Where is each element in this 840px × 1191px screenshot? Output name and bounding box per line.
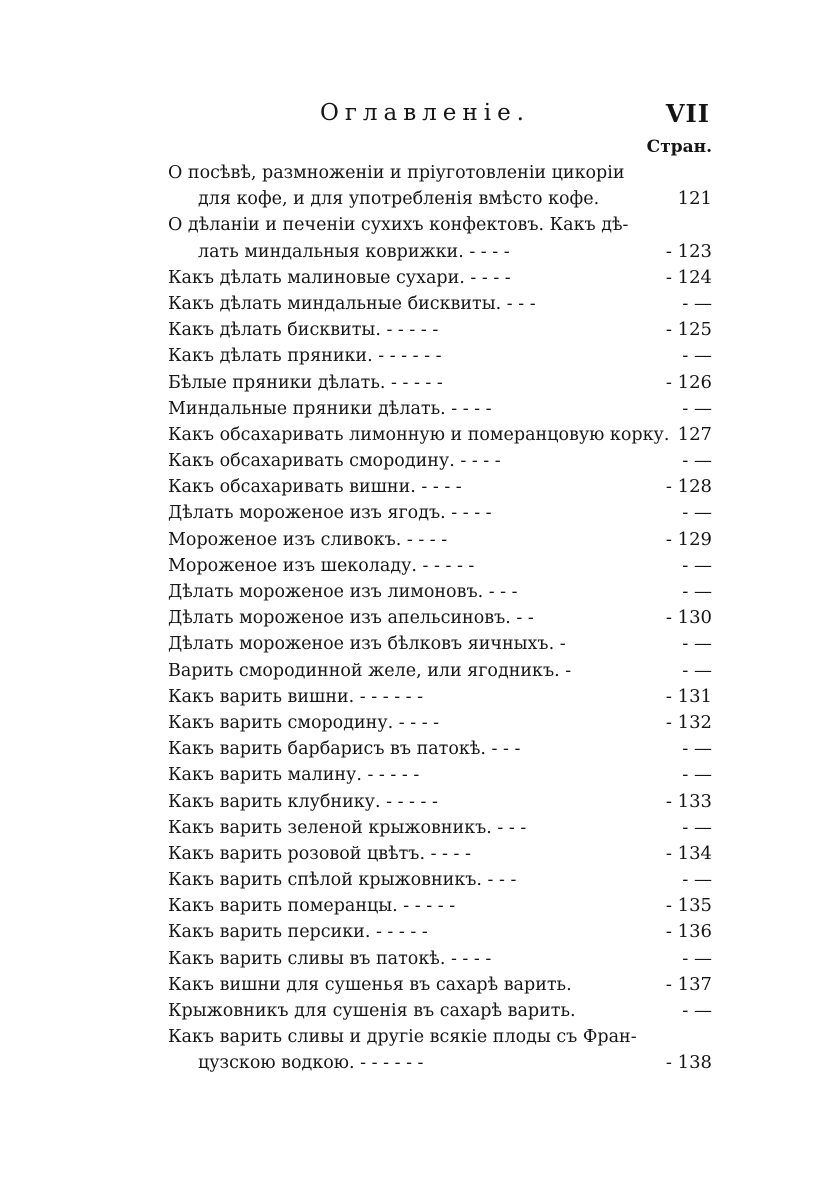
- toc-entry: [168, 317, 712, 343]
- toc-entry: [168, 553, 712, 579]
- toc-entry: [168, 631, 712, 657]
- toc-entry-text: Мороженое изъ шеколаду. - - - - -: [168, 555, 475, 576]
- toc-entry: [168, 579, 712, 605]
- toc-entry-text: Какъ обсахаривать лимонную и померанцовую корку.: [168, 424, 670, 445]
- toc-entry: [168, 972, 712, 998]
- toc-entry-text: цузскою водкою. - - - - - -: [198, 1053, 424, 1074]
- toc-entry: [168, 422, 712, 448]
- toc-page-number: - —: [682, 816, 712, 838]
- toc-page-number: - 129: [665, 528, 712, 550]
- toc-entry-text: Какъ варить персики. - - - - -: [168, 922, 428, 943]
- toc-page-number: 127: [677, 423, 712, 445]
- toc-continuation-line: [168, 239, 712, 265]
- toc-entry: [168, 1024, 712, 1050]
- toc-entry-text: Какъ варить малину. - - - - -: [168, 765, 420, 786]
- toc-entry: [168, 265, 712, 291]
- toc-page-number: - —: [682, 659, 712, 681]
- toc-page-number: - —: [682, 947, 712, 969]
- toc-entry: [168, 684, 712, 710]
- toc-entry-text: Варить смородинной желе, или ягодникъ. -: [168, 660, 572, 681]
- toc-page-number: - 128: [665, 476, 712, 498]
- toc-entry: [168, 160, 712, 186]
- toc-entry: [168, 736, 712, 762]
- toc-page-number: 121: [677, 188, 712, 210]
- toc-entry: [168, 893, 712, 919]
- toc-entry: [168, 605, 712, 631]
- toc-page-number: - —: [682, 292, 712, 314]
- toc-entry-text: Какъ обсахаривать смородину. - - - -: [168, 451, 501, 472]
- toc-page-number: - —: [682, 450, 712, 472]
- toc-page-number: - —: [682, 738, 712, 760]
- toc-entry-text: Дѣлать мороженое изъ апельсиновъ. - -: [168, 608, 534, 629]
- toc-entry: [168, 710, 712, 736]
- toc-entry-text: Какъ варить клубнику. - - - - -: [168, 791, 438, 812]
- toc-entry: [168, 448, 712, 474]
- toc-entry: [168, 527, 712, 553]
- toc-page-number: - 131: [665, 685, 712, 707]
- toc-entry: [168, 658, 712, 684]
- toc-entry: [168, 396, 712, 422]
- toc-entry: [168, 867, 712, 893]
- toc-page-number: - 124: [665, 266, 712, 288]
- toc-entry-text: Бѣлые пряники дѣлать. - - - - -: [168, 372, 443, 393]
- toc-page-number: - 133: [665, 790, 712, 812]
- toc-entry-text: Какъ варить померанцы. - - - - -: [168, 896, 456, 917]
- toc-entry-text: Крыжовникъ для сушенія въ сахарѣ варить.: [168, 1001, 576, 1021]
- toc-entry-text: Какъ вишни для сушенья въ сахарѣ варить.: [168, 974, 572, 995]
- toc-entry-text: Какъ варить зеленой крыжовникъ. - - -: [168, 817, 527, 838]
- toc-entry-text: Дѣлать мороженое изъ бѣлковъ яичныхъ. -: [168, 634, 566, 655]
- toc-entry: [168, 762, 712, 788]
- toc-page-number: - —: [682, 502, 712, 524]
- toc-entry-text: Какъ дѣлать бисквиты. - - - - -: [168, 320, 439, 341]
- toc-page-number: - —: [682, 1000, 712, 1021]
- page-column-heading: Стран.: [646, 137, 712, 157]
- toc-entry-text: Какъ варить смородину. - - - -: [168, 712, 440, 733]
- toc-page-number: - —: [682, 397, 712, 419]
- toc-continuation-line: [168, 1050, 712, 1076]
- toc-entry-text: Какъ дѣлать миндальные бисквиты. - - -: [168, 293, 536, 314]
- toc-page-number: - —: [682, 633, 712, 655]
- toc-page-number: - 125: [665, 319, 712, 341]
- toc-entry-text: О посѣвѣ, размноженіи и пріуготовленіи цикоріи: [168, 163, 625, 183]
- toc-entry-text: Какъ варить вишни. - - - - - -: [168, 686, 424, 707]
- toc-entry-text: Какъ дѣлать пряники. - - - - - -: [168, 346, 442, 367]
- toc-entry: [168, 474, 712, 500]
- toc-page-number: - —: [682, 581, 712, 602]
- toc-entry: [168, 500, 712, 526]
- toc-entry: [168, 815, 712, 841]
- table-of-contents: [168, 160, 712, 1077]
- toc-page-number: - —: [682, 554, 712, 576]
- page-title: Оглавленіе.: [319, 100, 530, 126]
- toc-entry: [168, 841, 712, 867]
- toc-entry: [168, 998, 712, 1024]
- toc-page-number: - 132: [665, 711, 712, 733]
- toc-entry: [168, 212, 712, 238]
- toc-entry-text: Какъ дѣлать малиновые сухари. - - - -: [168, 267, 511, 288]
- toc-entry: [168, 291, 712, 317]
- toc-entry-text: Дѣлать мороженое изъ лимоновъ. - - -: [168, 582, 518, 602]
- toc-entry-text: Какъ варить спѣлой крыжовникъ. - - -: [168, 870, 517, 891]
- toc-entry-text: Дѣлать мороженое изъ ягодъ. - - - -: [168, 503, 492, 524]
- toc-continuation-line: [168, 186, 712, 212]
- toc-entry-text: Какъ варить барбарисъ въ патокѣ. - - -: [168, 739, 521, 760]
- toc-page-number: - 137: [665, 973, 712, 995]
- toc-page-number: - 130: [665, 607, 712, 629]
- toc-page-number: - 126: [665, 371, 712, 393]
- toc-page-number: - 135: [665, 895, 712, 917]
- toc-entry: [168, 946, 712, 972]
- toc-page-number: - 138: [665, 1052, 712, 1074]
- toc-entry-text: Какъ варить розовой цвѣтъ. - - - -: [168, 843, 471, 864]
- toc-entry: [168, 919, 712, 945]
- toc-entry-text: Какъ обсахаривать вишни. - - - -: [168, 477, 462, 498]
- toc-entry-text: Какъ варить сливы въ патокѣ. - - - -: [168, 948, 492, 969]
- toc-page-number: - —: [682, 869, 712, 891]
- toc-entry-text: О дѣланіи и печеніи сухихъ конфектовъ. Какъ дѣ-: [168, 215, 629, 236]
- toc-entry-text: лать миндальныя коврижки. - - - -: [198, 241, 510, 262]
- toc-page-number: - —: [682, 345, 712, 367]
- toc-entry-text: Мороженое изъ сливокъ. - - - -: [168, 529, 448, 550]
- toc-entry: [168, 343, 712, 369]
- toc-page-number: - 134: [665, 842, 712, 864]
- toc-entry-text: Какъ варить сливы и другіе всякіе плоды съ Фран-: [168, 1027, 637, 1048]
- toc-page-number: - —: [682, 764, 712, 786]
- toc-entry: [168, 789, 712, 815]
- toc-page-number: - 136: [665, 921, 712, 943]
- page-folio: VII: [665, 99, 710, 128]
- toc-entry-text: для кофе, и для употребленія вмѣсто кофе.: [198, 189, 600, 210]
- toc-entry-text: Миндальные пряники дѣлать. - - - -: [168, 398, 492, 419]
- toc-entry: [168, 370, 712, 396]
- toc-page-number: - 123: [665, 240, 712, 262]
